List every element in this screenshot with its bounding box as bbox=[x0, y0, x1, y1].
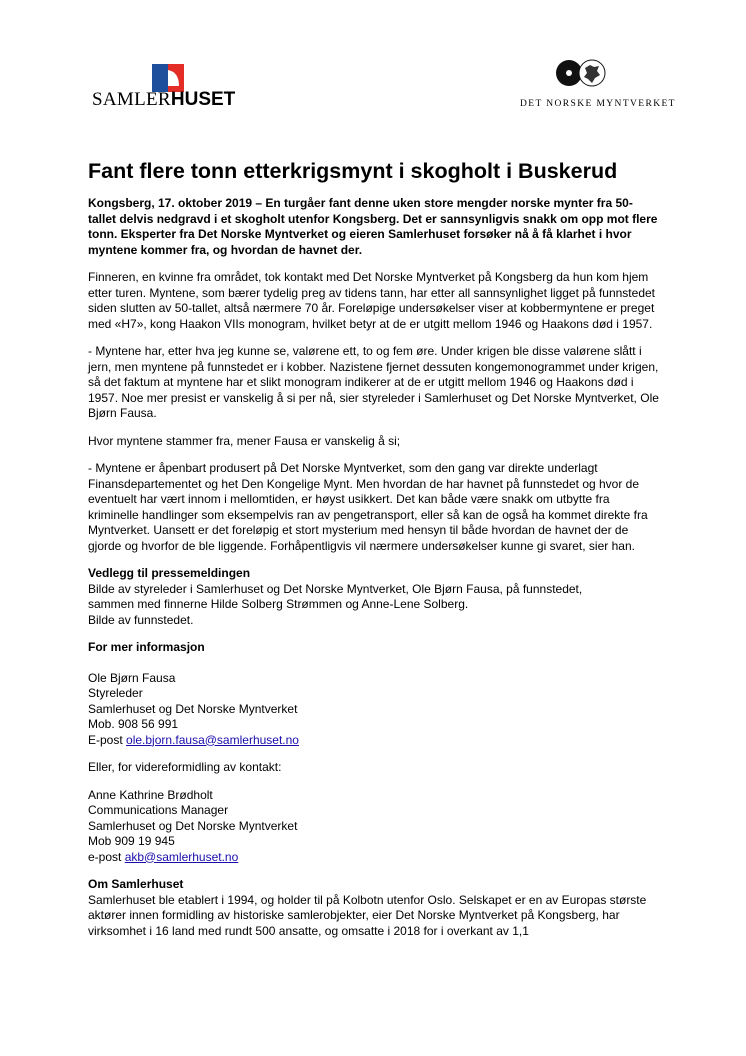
samlerhuset-emblem-icon bbox=[152, 64, 184, 92]
contact-role: Styreleder bbox=[88, 686, 143, 700]
body-paragraph: - Myntene er åpenbart produsert på Det Norske Myntverket, som den gang var direkte underlagt Finansdepartementet og het Den Kongelige Mynt. Men hvordan de har havnet på funnstedet og hvor de eventuelt har vært innom i mellomtiden, er høyst usikkert. Det kan både være snakk om utbytte fra kriminelle handlinger som eksempelvis ran av pengetransport, eller så kan de også ha kommet direkte fra Myntverket. Uansett er det foreløpig et stort mysterium med hensyn til både hvordan de havnet der de gjorde og hvorfor de ble liggende. Forhåpentligvis vil nærmere undersøkelser kunne gi svaret, sier han. bbox=[88, 461, 648, 553]
page-header bbox=[0, 0, 746, 140]
body-paragraph: Finneren, en kvinne fra området, tok kontakt med Det Norske Myntverket på Kongsberg da hun kom hjem etter turen. Myntene, som bærer tydelig preg av tidens tann, har etter all sannsynlighet ligget på funnstedet siden slutten av 50-tallet, altså nærmere 70 år. Foreløpige undersøkelser viser at kobbermyntene er preget med «H7», kong Haakon VIIs monogram, hvilket betyr at de er utgitt mellom 1946 og Haakons død i 1957. bbox=[88, 270, 655, 331]
mint-coin-emblem-icon bbox=[555, 56, 607, 92]
email-link[interactable]: ole.bjorn.fausa@samlerhuset.no bbox=[126, 732, 299, 747]
contact-name: Ole Bjørn Fausa bbox=[88, 670, 176, 685]
email-label: e-post bbox=[88, 849, 122, 864]
contact-card bbox=[88, 671, 660, 749]
contact-card bbox=[88, 788, 660, 866]
attachment-line: sammen med finnerne Hilde Solberg Strømmen og Anne-Lene Solberg. bbox=[88, 597, 469, 611]
attachments-heading: Vedlegg til pressemeldingen bbox=[88, 566, 251, 580]
more-info-heading: For mer informasjon bbox=[88, 640, 205, 654]
contact-org: Samlerhuset og Det Norske Myntverket bbox=[88, 818, 298, 833]
contact-phone: Mob 909 19 945 bbox=[88, 834, 175, 848]
email-link[interactable]: akb@samlerhuset.no bbox=[124, 849, 239, 864]
contact-role: Communications Manager bbox=[88, 803, 229, 817]
attachments-section bbox=[88, 566, 660, 628]
body-paragraph: Hvor myntene stammer fra, mener Fausa er vanskelig å si; bbox=[88, 433, 401, 448]
samlerhuset-logo bbox=[92, 64, 252, 108]
alt-contact-line: Eller, for videreformidling av kontakt: bbox=[88, 760, 282, 774]
myntverket-wordmark: DET NORSKE MYNTVERKET bbox=[520, 99, 676, 109]
myntverket-logo bbox=[520, 56, 676, 112]
attachment-line: Bilde av styreleder i Samlerhuset og Det Norske Myntverket, Ole Bjørn Fausa, på funnstedet, bbox=[88, 581, 583, 596]
contact-org: Samlerhuset og Det Norske Myntverket bbox=[88, 701, 298, 716]
press-release bbox=[88, 158, 660, 951]
body-paragraph: - Myntene har, etter hva jeg kunne se, valørene ett, to og fem øre. Under krigen ble disse valørene slått i jern, men myntene på funnstedet er i kobber. Nazistene fjernet dessuten kongemonogrammet under krigen, så det faktum at myntene har et slikt monogram indikerer at de er utgitt mellom 1946 og Haakons død i 1957. Noe mer presist er vanskelig å si per nå, sier styreleder i Samlerhuset og Det Norske Myntverket, Ole Bjørn Fausa. bbox=[88, 344, 659, 420]
lead-paragraph: Kongsberg, 17. oktober 2019 – En turgåer fant denne uken store mengder norske mynter fra 50-tallet delvis nedgravd i et skogholt utenfor Kongsberg. Det er sannsynligvis snakk om opp mot flere tonn. Eksperter fra Det Norske Myntverket og eieren Samlerhuset forsøker nå å få klarhet i hvor myntene kommer fra, og hvordan de havnet der. bbox=[88, 196, 658, 257]
page-title: Fant flere tonn etterkrigsmynt i skogholt i Buskerud bbox=[88, 159, 618, 183]
about-paragraph: Samlerhuset ble etablert i 1994, og holder til på Kolbotn utenfor Oslo. Selskapet er en av Europas største aktører innen formidling av historiske samlerobjekter, eier Det Norske Myntverket på Kongsberg, har virksomhet i 16 land med rundt 500 ansatte, og omsatte i 2018 for i overkant av 1,1 bbox=[88, 892, 647, 938]
contact-email-line bbox=[88, 733, 660, 749]
samlerhuset-wordmark: SAMLERHUSET bbox=[92, 89, 236, 110]
contact-phone: Mob. 908 56 991 bbox=[88, 717, 179, 731]
contact-name: Anne Kathrine Brødholt bbox=[88, 787, 213, 802]
email-label: E-post bbox=[88, 732, 123, 747]
attachment-line: Bilde av funnstedet. bbox=[88, 612, 194, 627]
contact-email-line bbox=[88, 850, 660, 866]
about-heading: Om Samlerhuset bbox=[88, 877, 184, 891]
